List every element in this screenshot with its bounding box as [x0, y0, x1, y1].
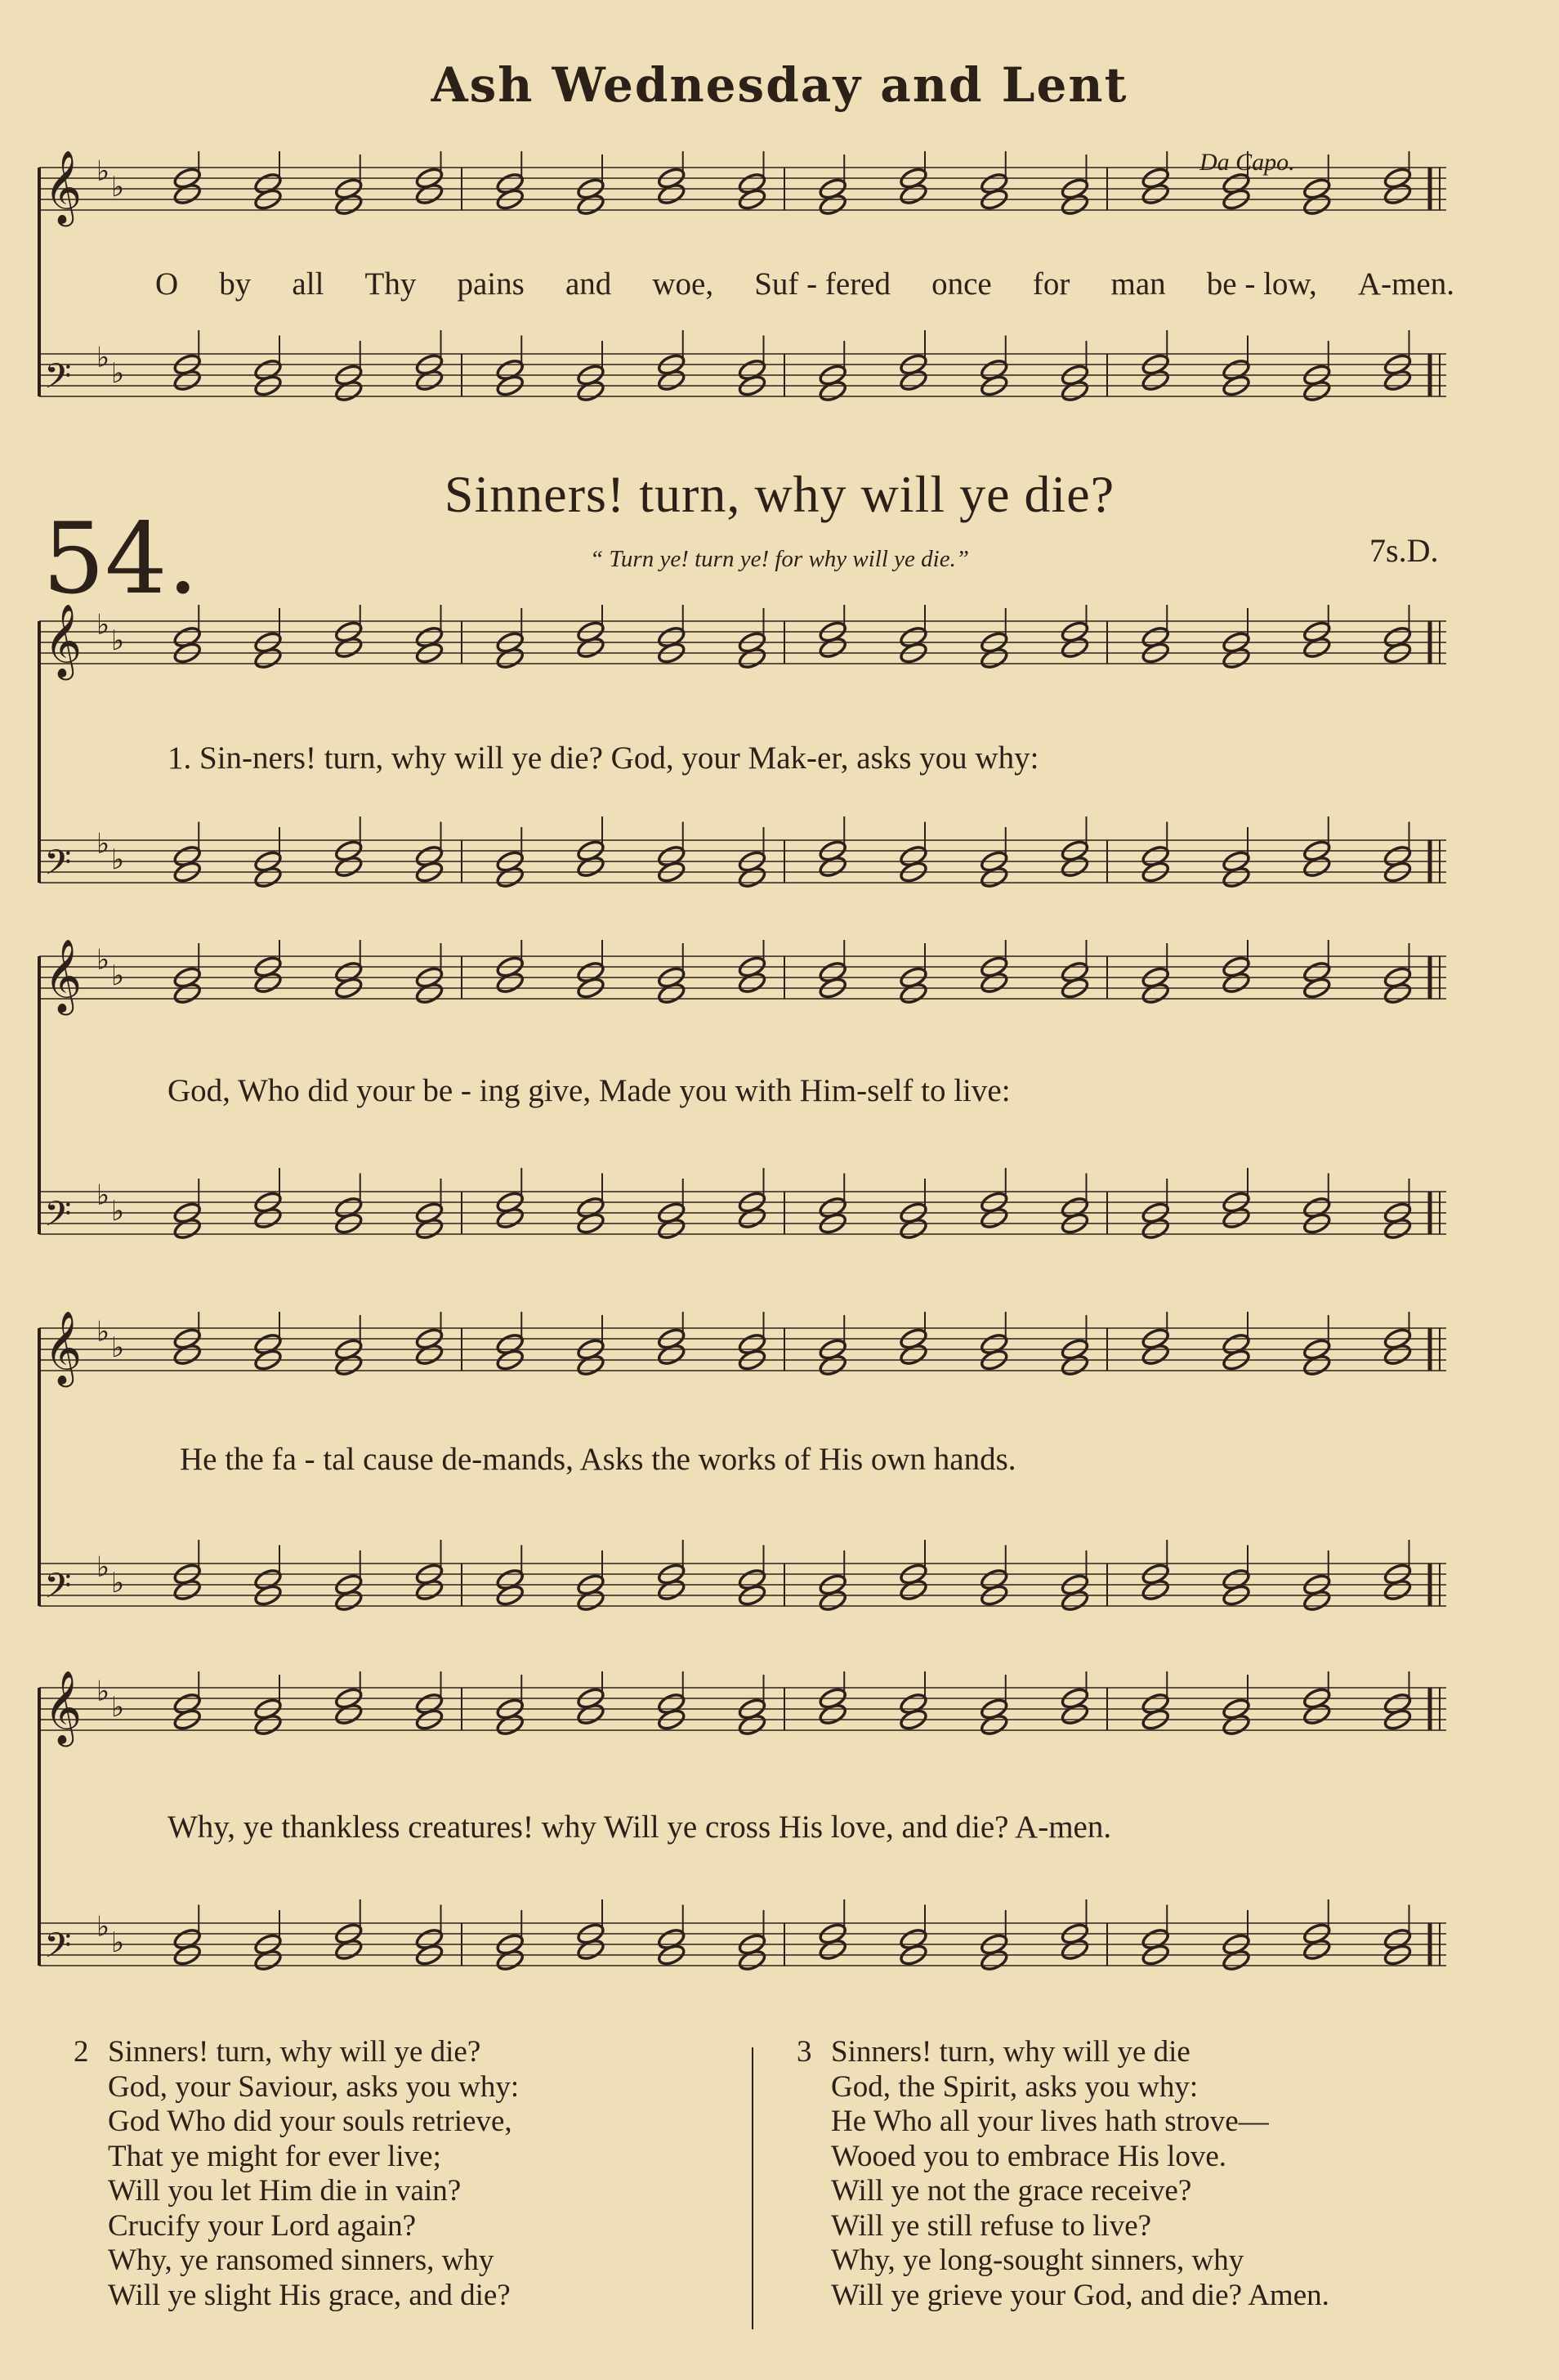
hymn-number: 54.	[42, 503, 199, 616]
flat-icon: ♭	[111, 960, 125, 993]
lyric-word: be - low,	[1206, 266, 1317, 302]
verse-number: 2	[74, 2035, 89, 2069]
verse-line: Will ye still refuse to live?	[831, 2208, 1152, 2243]
lyric-word: once	[931, 266, 992, 302]
top-fragment-lyrics	[155, 266, 1463, 302]
flat-icon: ♭	[96, 827, 110, 861]
bass-clef-icon: 𝄢	[44, 1194, 72, 1243]
verse-line: Crucify your Lord again?	[108, 2208, 417, 2243]
flat-icon: ♭	[96, 943, 110, 977]
verse-line: He Who all your lives hath strove—	[831, 2105, 1269, 2138]
verse-line: Will ye slight His grace, and die?	[108, 2278, 511, 2312]
verse-number: 3	[797, 2035, 812, 2069]
flat-icon: ♭	[111, 1331, 125, 1365]
verse-3	[797, 2035, 1329, 2313]
flat-icon: ♭	[96, 1550, 110, 1584]
lyric-word: and	[565, 266, 612, 302]
flat-icon: ♭	[111, 1195, 125, 1228]
lyric-word: pains	[457, 266, 525, 302]
treble-clef-icon: 𝄞	[44, 1312, 83, 1385]
bass-clef-icon: 𝄢	[44, 356, 72, 405]
flat-icon: ♭	[96, 341, 110, 374]
verse-line: God, the Spirit, asks you why:	[831, 2069, 1199, 2104]
lyric-word: all	[292, 266, 324, 302]
verse-line: Why, ye long-sought sinners, why	[831, 2244, 1244, 2277]
flat-icon: ♭	[111, 843, 125, 877]
treble-clef-icon: 𝄞	[44, 1671, 83, 1744]
lyric-word: woe,	[652, 266, 714, 302]
flat-icon: ♭	[111, 624, 125, 658]
verse-line: Will you let Him die in vain?	[108, 2174, 462, 2208]
lyric-word: by	[219, 266, 252, 302]
verse-line: God Who did your souls retrieve,	[108, 2105, 512, 2138]
treble-clef-icon: 𝄞	[44, 605, 83, 678]
lyric-word: Thy	[364, 266, 417, 302]
treble-clef-icon: 𝄞	[44, 151, 83, 224]
verse-line: Why, ye ransomed sinners, why	[108, 2244, 494, 2277]
lyric-line-2: God, Who did your be - ing give, Made you with Him-self to live:	[168, 1073, 1011, 1108]
treble-clef-icon: 𝄞	[44, 940, 83, 1013]
flat-icon: ♭	[111, 1926, 125, 1960]
flat-icon: ♭	[96, 1179, 110, 1212]
verse-line: Wooed you to embrace His love.	[831, 2139, 1227, 2173]
hymn-epigraph: “ Turn ye! turn ye! for why will ye die.”	[590, 546, 969, 572]
bass-clef-icon: 𝄢	[44, 1926, 72, 1975]
verse-divider	[752, 2047, 753, 2329]
bass-clef-icon: 𝄢	[44, 843, 72, 892]
da-capo-marking: Da Capo.	[1199, 149, 1295, 176]
lyric-line-4: Why, ye thankless creatures! why Will ye cross His love, and die? A-men.	[168, 1810, 1112, 1845]
lyric-word: man	[1110, 266, 1166, 302]
verse-line: Sinners! turn, why will ye die	[831, 2035, 1190, 2069]
lyric-line-1: 1. Sin-ners! turn, why will ye die? God, your Mak-er, asks you why:	[168, 740, 1039, 776]
flat-icon: ♭	[96, 1315, 110, 1349]
lyric-word: Suf - fered	[754, 266, 891, 302]
lyric-line-3: He the fa - tal cause de-mands, Asks the works of His own hands.	[180, 1442, 1016, 1477]
verse-line: Will ye not the grace receive?	[831, 2174, 1192, 2208]
section-title: Ash Wednesday and Lent	[431, 57, 1128, 113]
hymn-meter: 7s.D.	[1369, 532, 1439, 569]
flat-icon: ♭	[96, 608, 110, 642]
bass-clef-icon: 𝄢	[44, 1566, 72, 1615]
flat-icon: ♭	[96, 1910, 110, 1944]
flat-icon: ♭	[111, 1691, 125, 1725]
hymn-title: Sinners! turn, why will ye die?	[444, 465, 1115, 523]
flat-icon: ♭	[111, 171, 125, 204]
flat-icon: ♭	[96, 154, 110, 188]
verse-line: That ye might for ever live;	[108, 2139, 441, 2173]
lyric-word: for	[1032, 266, 1070, 302]
flat-icon: ♭	[96, 1675, 110, 1708]
verse-2	[74, 2035, 519, 2313]
verse-line: God, your Saviour, asks you why:	[108, 2069, 520, 2104]
lyric-word: A-men.	[1357, 266, 1454, 302]
flat-icon: ♭	[111, 357, 125, 391]
flat-icon: ♭	[111, 1567, 125, 1600]
lyric-word: O	[155, 266, 179, 302]
verse-line: Sinners! turn, why will ye die?	[108, 2035, 481, 2069]
verse-line: Will ye grieve your God, and die? Amen.	[831, 2278, 1329, 2312]
